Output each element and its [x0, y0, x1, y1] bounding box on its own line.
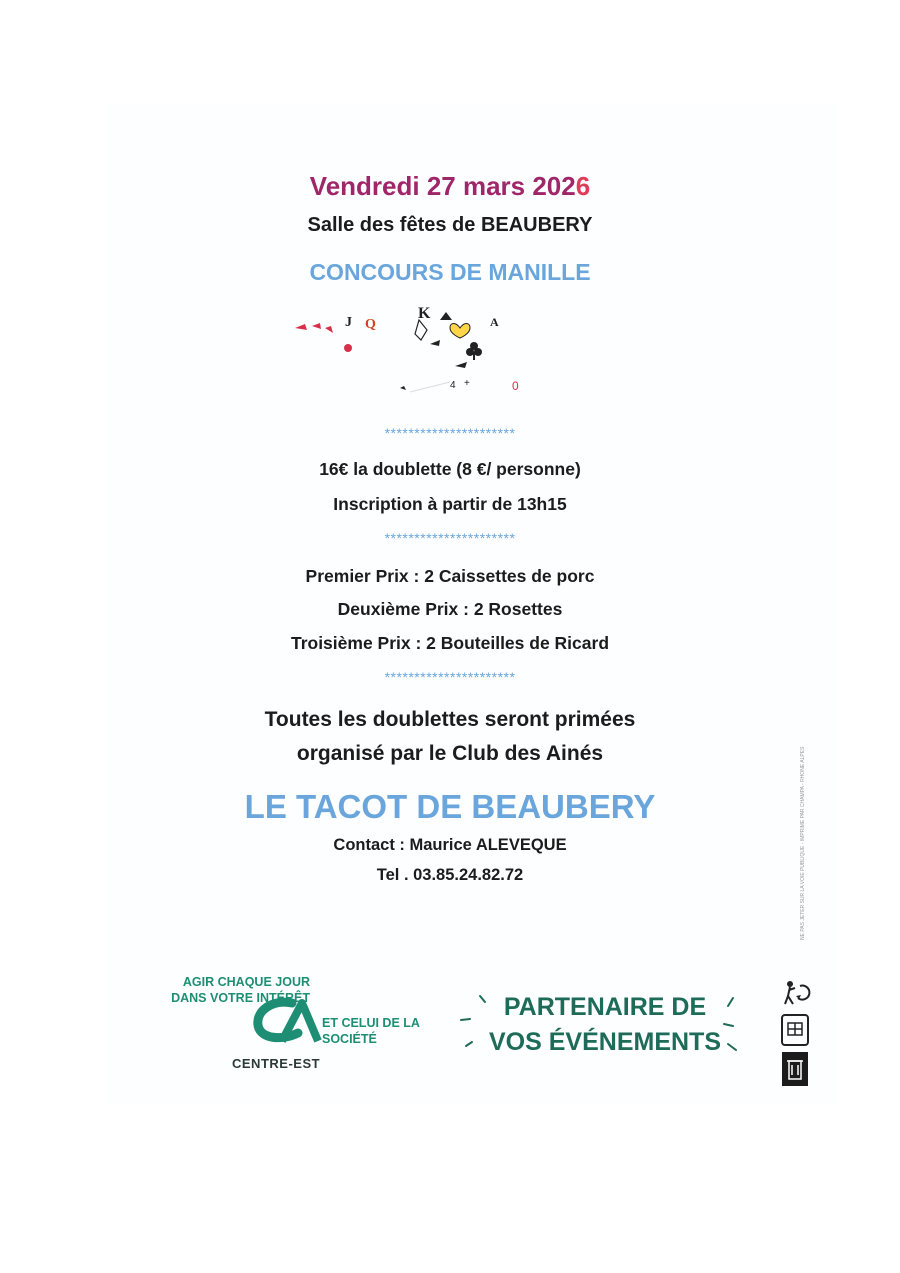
- svg-text:4: 4: [450, 380, 456, 391]
- credit-agricole-logo: [252, 997, 322, 1045]
- separator-stars: **********************: [384, 530, 516, 546]
- legal-side-note: NE PAS JETER SUR LA VOIE PUBLIQUE - IMPRIMÉ PAR CHAMPA - RHÔNE ALPES: [800, 746, 806, 940]
- svg-text:J: J: [345, 315, 352, 330]
- price-line: 16€ la doublette (8 €/ personne): [319, 459, 581, 479]
- eco-icons: [780, 978, 812, 1091]
- svg-text:+: +: [464, 378, 470, 389]
- sponsor-slogan-part1: AGIR CHAQUE JOUR DANS VOTRE INTÉRÊT: [171, 975, 310, 1005]
- svg-text:A: A: [490, 315, 499, 329]
- trash-bin-icon: [780, 1052, 812, 1086]
- playing-cards-illustration: [290, 300, 550, 410]
- recycle-person-icon: [780, 978, 812, 1008]
- organiser-line: organisé par le Club des Ainés: [296, 742, 604, 765]
- paper-sorting-icon: [780, 1013, 812, 1047]
- sponsor-block: [160, 972, 440, 1082]
- svg-text:0: 0: [512, 379, 519, 393]
- sponsor-region: CENTRE-EST: [232, 1056, 321, 1071]
- sponsor-slogan-part2: ET CELUI DE LA SOCIÉTÉ: [322, 1016, 420, 1046]
- separator-stars: **********************: [384, 669, 516, 685]
- registration-line: Inscription à partir de 13h15: [333, 494, 567, 514]
- prize-first: Premier Prix : 2 Caissettes de porc: [305, 566, 595, 586]
- event-date: Vendredi 27 mars 2026: [309, 171, 591, 201]
- prize-third: Troisième Prix : 2 Bouteilles de Ricard: [290, 633, 610, 653]
- event-title: CONCOURS DE MANILLE: [309, 259, 591, 285]
- club-name: LE TACOT DE BEAUBERY: [244, 788, 656, 825]
- prize-second: Deuxième Prix : 2 Rosettes: [337, 599, 563, 619]
- decorative-dashes: [458, 992, 748, 1062]
- svg-text:K: K: [418, 305, 431, 322]
- partner-line2: VOS ÉVÉNEMENTS: [489, 1028, 721, 1056]
- separator-stars: **********************: [384, 425, 516, 441]
- phone-line: Tel . 03.85.24.82.72: [376, 866, 524, 884]
- partner-line1: PARTENAIRE DE: [503, 993, 707, 1021]
- all-prized-line: Toutes les doublettes seront primées: [264, 708, 636, 731]
- event-venue: Salle des fêtes de BEAUBERY: [307, 214, 593, 236]
- contact-line: Contact : Maurice ALEVEQUE: [333, 836, 567, 854]
- svg-text:Q: Q: [365, 317, 376, 332]
